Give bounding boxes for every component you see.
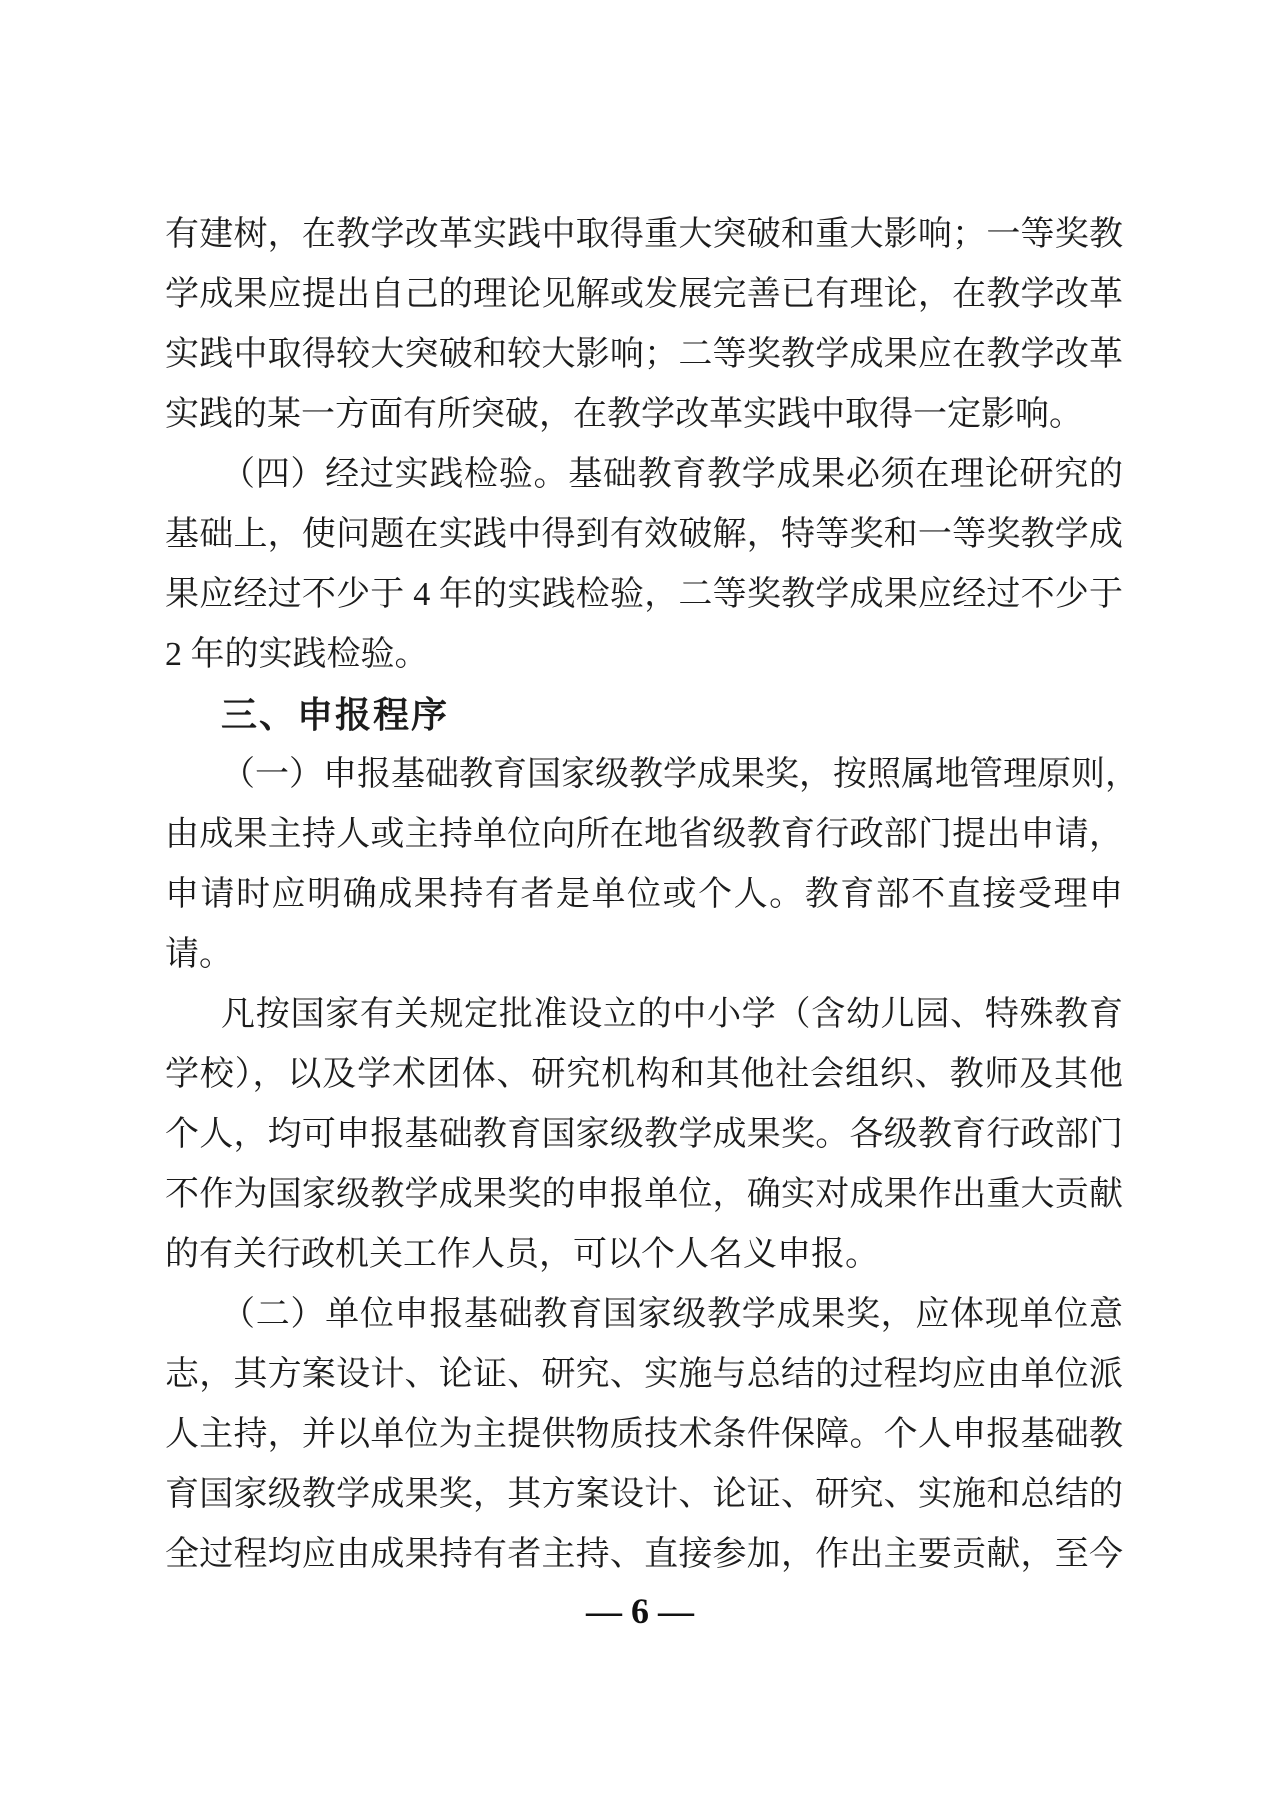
- text-line: 2 年的实践检验。: [165, 636, 429, 673]
- text-line: 的有关行政机关工作人员，可以个人名义申报。: [165, 1236, 879, 1273]
- text-line: 有建树，在教学改革实践中取得重大突破和重大影响；一等奖教: [165, 216, 1123, 253]
- text-line: 实践的某一方面有所突破，在教学改革实践中取得一定影响。: [165, 396, 1083, 433]
- page-number: — 6 —: [586, 1591, 694, 1631]
- text-line: （一）申报基础教育国家级教学成果奖，按照属地管理原则，: [221, 756, 1139, 793]
- text-line: 申请时应明确成果持有者是单位或个人。教育部不直接受理申: [165, 876, 1123, 913]
- text-line: 由成果主持人或主持单位向所在地省级教育行政部门提出申请，: [165, 816, 1123, 853]
- text-line: （四）经过实践检验。基础教育教学成果必须在理论研究的: [221, 456, 1123, 493]
- text-line: 实践中取得较大突破和较大影响；二等奖教学成果应在教学改革: [165, 336, 1123, 373]
- text-line: 请。: [165, 936, 233, 973]
- section-heading: 三、申报程序: [221, 694, 450, 735]
- text-line: 凡按国家有关规定批准设立的中小学（含幼儿园、特殊教育: [221, 996, 1123, 1033]
- text-line: 个人，均可申报基础教育国家级教学成果奖。各级教育行政部门: [165, 1116, 1123, 1153]
- document-body: [165, 205, 1139, 1585]
- text-line: 学成果应提出自己的理论见解或发展完善已有理论，在教学改革: [165, 276, 1123, 313]
- text-line: （二）单位申报基础教育国家级教学成果奖，应体现单位意: [221, 1296, 1123, 1333]
- text-line: 志，其方案设计、论证、研究、实施与总结的过程均应由单位派: [165, 1356, 1123, 1393]
- text-line: 育国家级教学成果奖，其方案设计、论证、研究、实施和总结的: [165, 1476, 1123, 1513]
- text-line: 基础上，使问题在实践中得到有效破解，特等奖和一等奖教学成: [165, 516, 1123, 553]
- text-line: 全过程均应由成果持有者主持、直接参加，作出主要贡献，至今: [165, 1536, 1123, 1573]
- text-line: 不作为国家级教学成果奖的申报单位，确实对成果作出重大贡献: [165, 1176, 1123, 1213]
- text-line: 学校），以及学术团体、研究机构和其他社会组织、教师及其他: [165, 1056, 1123, 1093]
- text-line: 果应经过不少于 4 年的实践检验，二等奖教学成果应经过不少于: [165, 576, 1123, 613]
- text-line: 人主持，并以单位为主提供物质技术条件保障。个人申报基础教: [165, 1416, 1123, 1453]
